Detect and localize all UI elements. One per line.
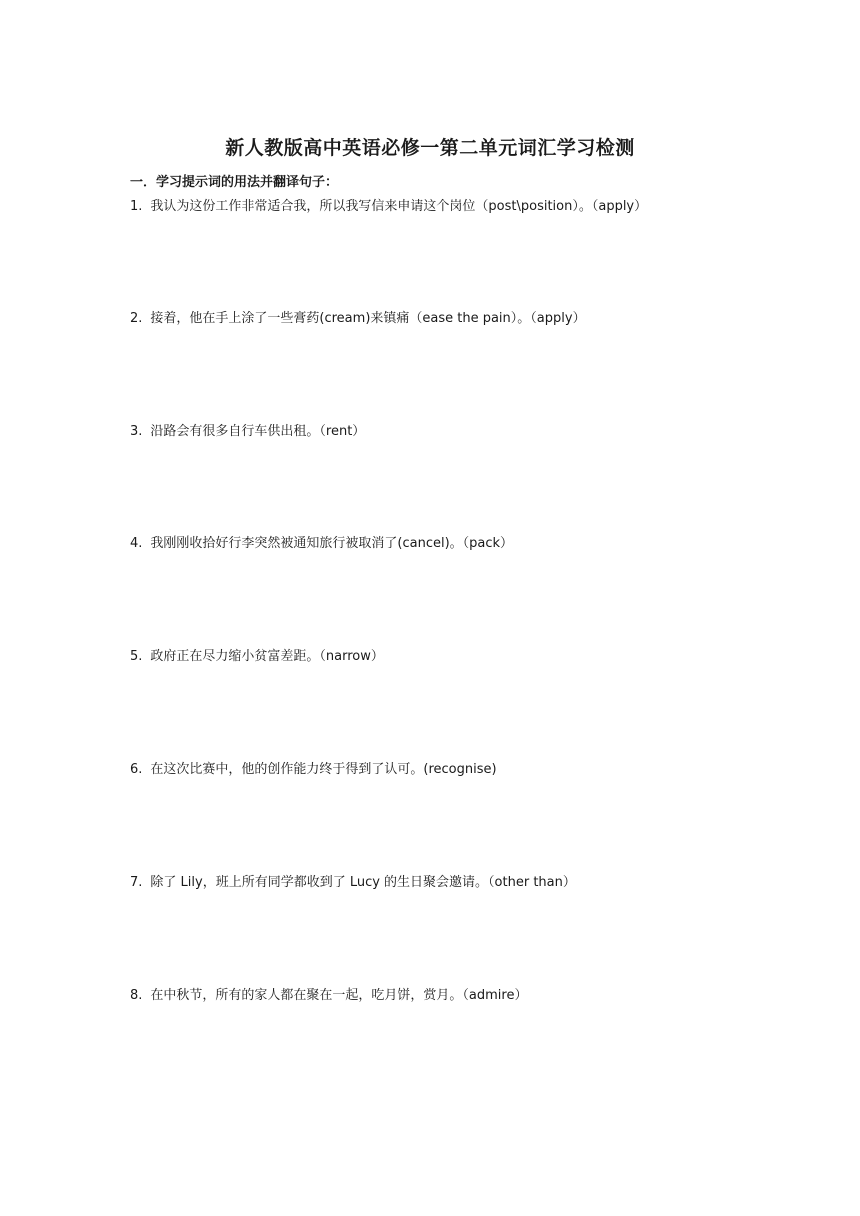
question-text: 政府正在尽力缩小贫富差距。（narrow） [150,649,384,664]
question-7 [130,871,576,890]
question-3 [130,420,365,439]
question-text: 接着，他在手上涂了一些膏药(cream)来镇痛（ease the pain）。（apply） [150,311,586,326]
section-heading: 一．学习提示词的用法并翻译句子： [130,175,339,190]
answer-space-5[interactable] [130,673,730,743]
question-text: 沿路会有很多自行车供出租。（rent） [150,424,366,439]
question-number: 1. [130,199,143,214]
document-title: 新人教版高中英语必修一第二单元词汇学习检测 [225,137,635,159]
question-4 [130,532,513,551]
question-text: 除了 Lily，班上所有同学都收到了 Lucy 的生日聚会邀请。（other than） [150,875,576,890]
question-number: 6. [130,762,143,777]
question-number: 5. [130,649,143,664]
question-number: 3. [130,424,143,439]
question-5 [130,645,384,664]
answer-space-1[interactable] [130,222,730,292]
question-text: 我刚刚收拾好行李突然被通知旅行被取消了(cancel)。（pack） [150,536,514,551]
question-2 [130,307,586,326]
answer-space-4[interactable] [130,560,730,630]
question-number: 8. [130,988,143,1003]
question-text: 在中秋节，所有的家人都在聚在一起，吃月饼，赏月。（admire） [150,988,528,1003]
question-number: 7. [130,875,143,890]
answer-space-7[interactable] [130,899,730,969]
answer-space-6[interactable] [130,786,730,856]
answer-space-8[interactable] [130,1012,730,1082]
question-8 [130,984,527,1003]
question-1 [130,195,647,214]
answer-space-2[interactable] [130,335,730,405]
question-number: 2. [130,311,143,326]
question-number: 4. [130,536,143,551]
question-text: 在这次比赛中，他的创作能力终于得到了认可。(recognise) [150,762,497,777]
question-6 [130,758,497,777]
answer-space-3[interactable] [130,448,730,518]
question-text: 我认为这份工作非常适合我，所以我写信来申请这个岗位（post\position）。（apply） [150,199,648,214]
